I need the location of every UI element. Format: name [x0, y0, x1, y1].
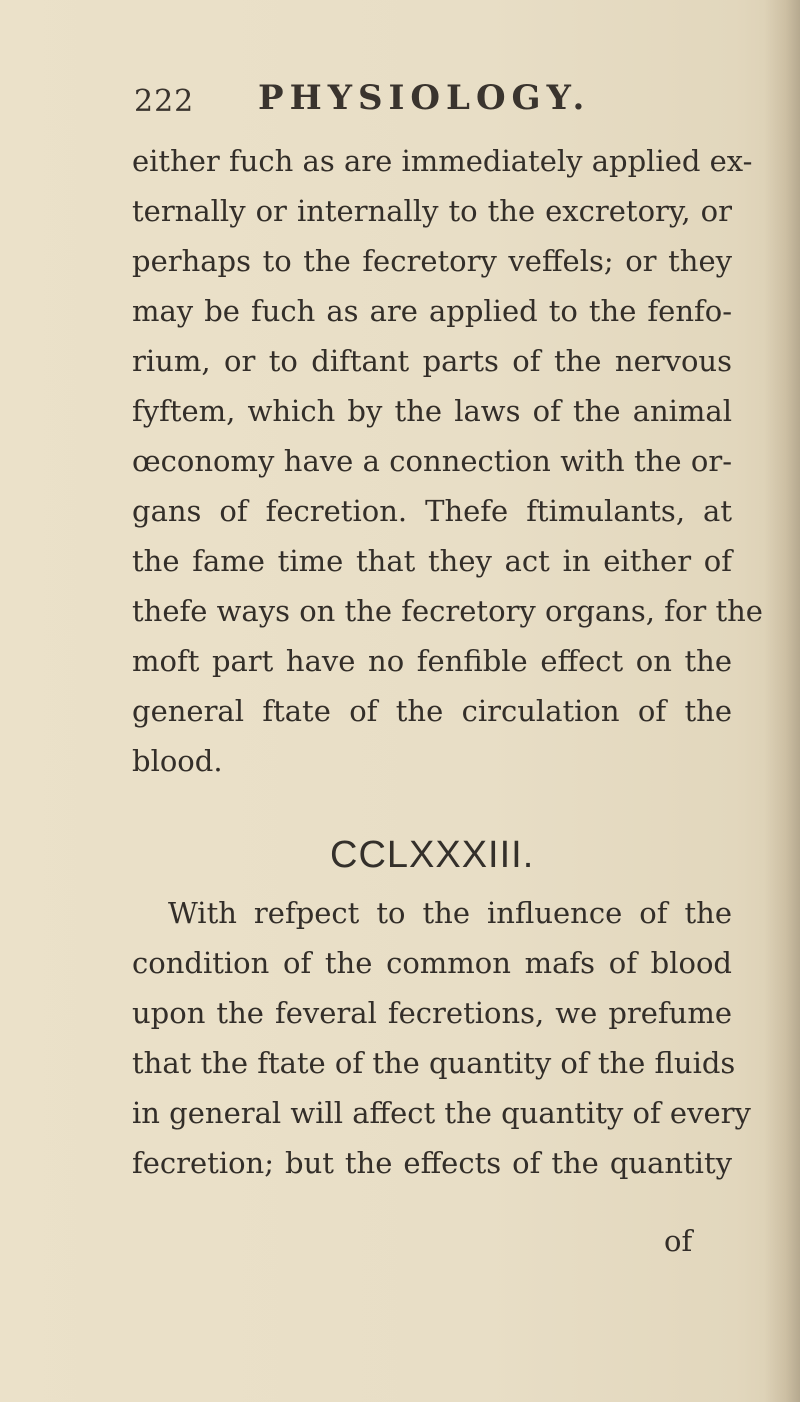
paragraph-2: [132, 888, 751, 1188]
text-line: perhaps to the fecretory veffels; or they: [132, 244, 732, 278]
text-line: fyftem, which by the laws of the animal: [132, 394, 732, 428]
text-line: moft part have no fenfible effect on the: [132, 644, 732, 678]
text-line: general ftate of the circulation of the: [132, 694, 732, 728]
text-line: fecretion; but the effects of the quantity: [132, 1146, 732, 1180]
page-header: [134, 78, 654, 126]
page-edge-shadow: [764, 0, 800, 1402]
text-line: condition of the common mafs of blood: [132, 946, 732, 980]
text-line: With refpect to the influence of the: [168, 896, 732, 930]
running-head: PHYSIOLOGY.: [258, 78, 591, 118]
paragraph-1: [132, 136, 763, 786]
text-line: either fuch as are immediately applied ex-: [132, 144, 753, 178]
text-line: in general will affect the quantity of every: [132, 1096, 751, 1130]
text-line: œconomy have a connection with the or-: [132, 444, 732, 478]
text-line: blood.: [132, 744, 223, 778]
text-line: thefe ways on the fecretory organs, for the: [132, 594, 763, 628]
text-line: that the ftate of the quantity of the fluids: [132, 1046, 736, 1080]
section-heading: CCLXXXIII.: [330, 834, 535, 876]
text-line: the fame time that they act in either of: [132, 544, 732, 578]
text-line: upon the feveral fecretions, we prefume: [132, 996, 732, 1030]
text-line: ternally or internally to the excretory, or: [132, 194, 732, 228]
catchword: of: [664, 1224, 693, 1258]
text-line: gans of fecretion. Thefe ftimulants, at: [132, 494, 732, 528]
text-line: rium, or to diftant parts of the nervous: [132, 344, 732, 378]
page-number: 222: [134, 84, 195, 119]
text-line: may be fuch as are applied to the fenfo-: [132, 294, 732, 328]
